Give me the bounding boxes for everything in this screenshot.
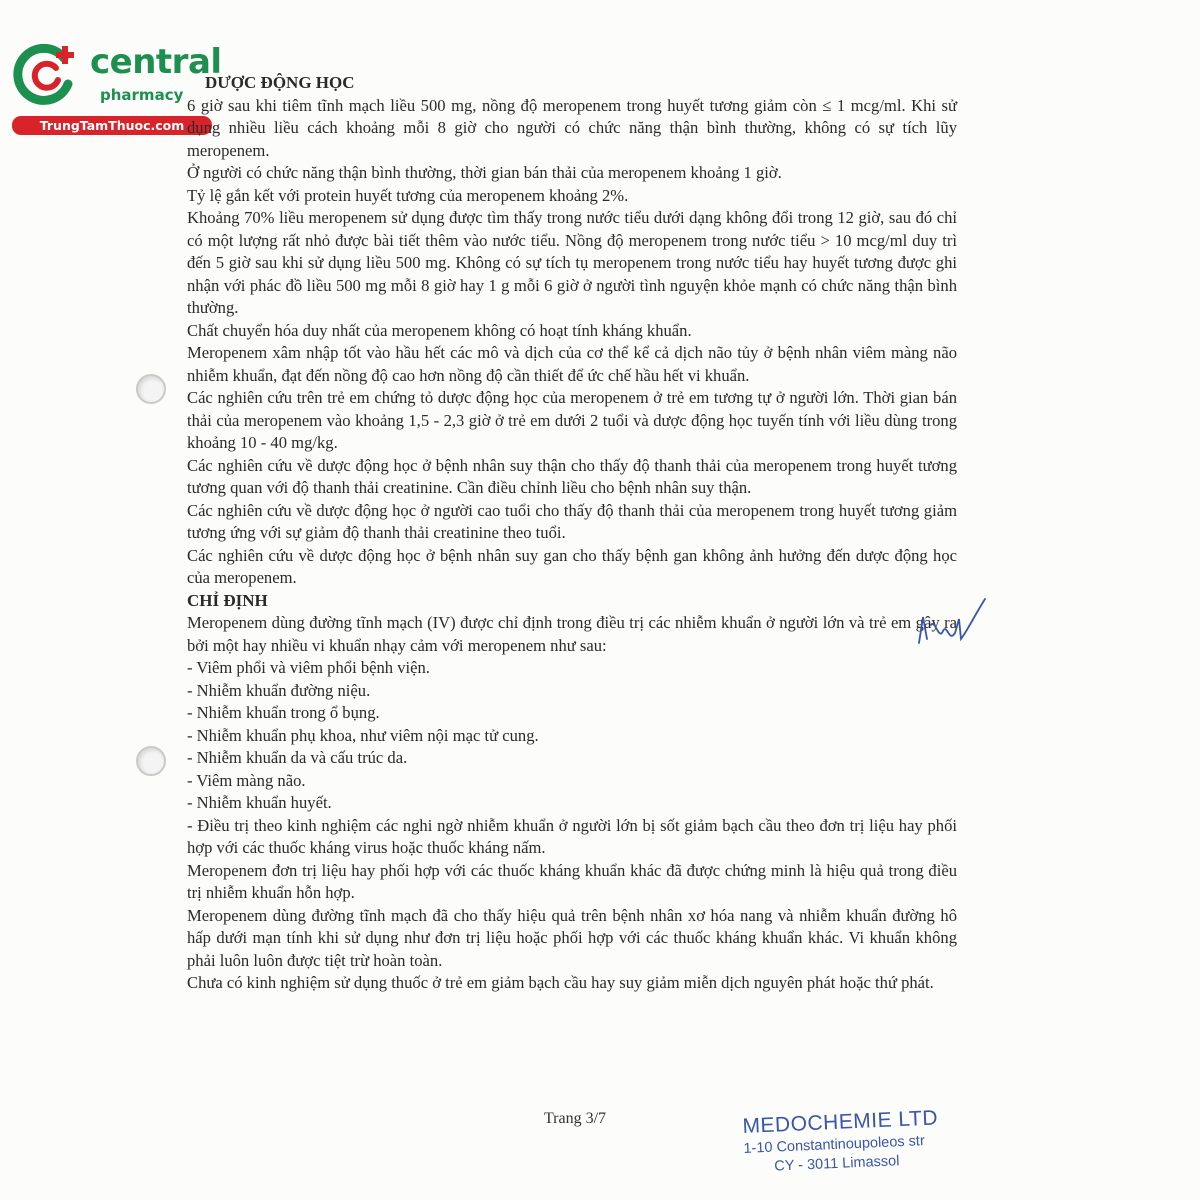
stamp-city: CY - 3011 Limassol [773,1153,900,1175]
stamp-address: 1-10 Constantinoupoleos str [743,1133,926,1157]
pharmacy-cross-icon [12,40,78,106]
paragraph: 6 giờ sau khi tiêm tĩnh mạch liều 500 mg, nồng độ meropenem trong huyết tương giảm còn ≤ 1 mcg/ml. Khi sử dụng nhiều liều cách khoảng mỗi 8 giờ cho người có chức năng thận bình thường, không có sự tích lũy meropenem. [187,95,957,160]
list-item: - Nhiễm khuẩn phụ khoa, như viêm nội mạc tử cung. [187,725,539,745]
paragraph: Các nghiên cứu về dược động học ở bệnh nhân suy gan cho thấy bệnh gan không ảnh hưởng đến dược động học của meropenem. [187,545,957,587]
list-item: - Nhiễm khuẩn trong ổ bụng. [187,703,380,722]
paragraph: Các nghiên cứu về dược động học ở bệnh nhân suy thận cho thấy độ thanh thải của meropenem trong huyết tương tương quan với độ thanh thải creatinine. Cần điều chỉnh liều cho bệnh nhân suy thận. [187,455,957,497]
paragraph: Meropenem đơn trị liệu hay phối hợp với các thuốc kháng khuẩn khác đã được chứng minh là hiệu quả trong điều trị nhiễm khuẩn hỗn hợp. [187,860,957,902]
paragraph: Tỷ lệ gắn kết với protein huyết tương của meropenem khoảng 2%. [187,185,629,205]
paragraph: Meropenem dùng đường tĩnh mạch (IV) được chỉ định trong điều trị các nhiễm khuẩn ở người lớn và trẻ em gây ra bởi một hay nhiều vi khuẩn nhạy cảm với meropenem như sau: [187,613,957,655]
binder-hole-icon [136,746,166,776]
company-stamp [742,1105,955,1178]
paragraph: Chất chuyển hóa duy nhất của meropenem không có hoạt tính kháng khuẩn. [187,320,692,340]
list-item: - Nhiễm khuẩn đường niệu. [187,680,371,700]
paragraph: Các nghiên cứu về dược động học ở người cao tuổi cho thấy độ thanh thải của meropenem trong huyết tương giảm tương ứng với sự giảm độ thanh thải creatinine theo tuổi. [187,500,957,542]
section-heading-indications: CHỈ ĐỊNH [187,590,268,610]
logo-subtitle: pharmacy [100,86,184,104]
paragraph: Khoảng 70% liều meropenem sử dụng được tìm thấy trong nước tiểu dưới dạng không đổi trong 12 giờ, sau đó chỉ có một lượng rất nhỏ được bài tiết thêm vào nước tiểu. Nồng độ meropenem trong nước tiểu > 10 mcg/ml duy trì đến 5 giờ sau khi sử dụng liều 500 mg. Không có sự tích tụ meropenem trong nước tiểu hay huyết tương được ghi nhận với phác đồ liều 500 mg mỗi 8 giờ hay 1 g mỗi 6 giờ ở người tình nguyện khỏe mạnh có chức năng thận bình thường. [187,208,957,317]
document-body [187,72,957,995]
stamp-company: MEDOCHEMIE LTD [742,1106,939,1138]
logo-website-bar[interactable]: TrungTamThuoc.com [12,116,212,135]
section-heading-pharmacokinetics: DƯỢC ĐỘNG HỌC [205,73,355,92]
paragraph: Meropenem dùng đường tĩnh mạch đã cho thấy hiệu quả trên bệnh nhân xơ hóa nang và nhiễm khuẩn đường hô hấp dưới mạn tính khi sử dụng như đơn trị liệu hoặc phối hợp với các thuốc kháng khuẩn khác. Vi khuẩn không phải luôn luôn được tiệt trừ hoàn toàn. [187,905,957,970]
page-number: Trang 3/7 [543,1110,607,1127]
binder-hole-icon [136,374,166,404]
paragraph: Meropenem xâm nhập tốt vào hầu hết các mô và dịch của cơ thể kể cả dịch não tủy ở bệnh nhân viêm màng não nhiễm khuẩn, đạt đến nồng độ cao hơn nồng độ cần thiết để ức chế hầu hết vi khuẩn. [187,343,957,385]
list-item: - Điều trị theo kinh nghiệm các nghi ngờ nhiễm khuẩn ở người lớn bị sốt giảm bạch cầu theo đơn trị liệu hay phối hợp với các thuốc kháng virus hoặc thuốc kháng nấm. [187,815,957,857]
list-item: - Viêm màng não. [187,770,306,790]
paragraph: Chưa có kinh nghiệm sử dụng thuốc ở trẻ em giảm bạch cầu hay suy giảm miễn dịch nguyên phát hoặc thứ phát. [187,973,934,992]
list-item: - Nhiễm khuẩn da và cấu trúc da. [187,748,408,767]
list-item: - Nhiễm khuẩn huyết. [187,793,332,812]
paragraph: Ở người có chức năng thận bình thường, thời gian bán thải của meropenem khoảng 1 giờ. [187,163,782,182]
paragraph: Các nghiên cứu trên trẻ em chứng tỏ dược động học của meropenem ở trẻ em tương tự ở người lớn. Thời gian bán thải của meropenem vào khoảng 1,5 - 2,3 giờ ở trẻ em dưới 2 tuổi và dược động học tuyến tính với liều dùng trong khoảng 10 - 40 mg/kg. [187,388,957,452]
logo-name: central [90,42,222,82]
list-item: - Viêm phổi và viêm phổi bệnh viện. [187,658,430,677]
signature-icon [905,595,995,655]
